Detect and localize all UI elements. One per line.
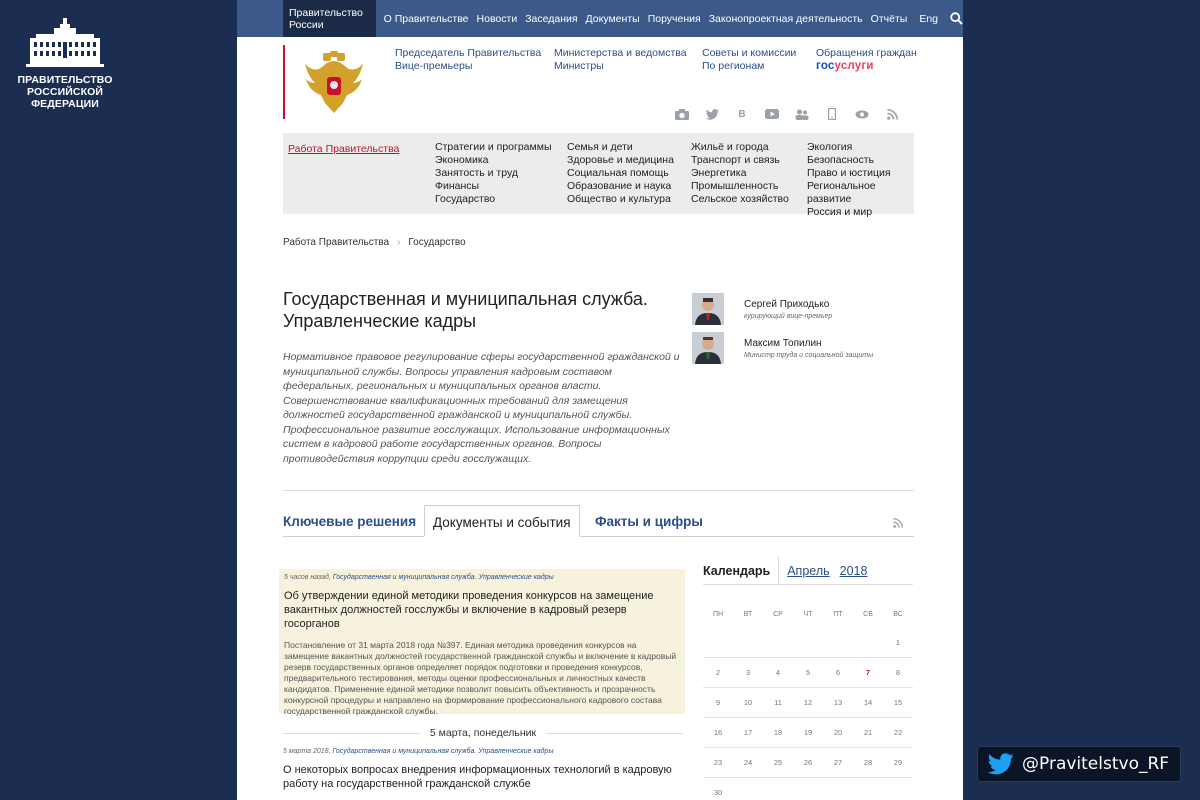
- calendar-day[interactable]: 8: [895, 668, 901, 677]
- calendar-day[interactable]: 10: [743, 698, 753, 707]
- calendar-day[interactable]: 21: [863, 728, 873, 737]
- menu-item[interactable]: Занятость и труд: [435, 167, 518, 179]
- calendar-day[interactable]: 19: [803, 728, 813, 737]
- calendar-day[interactable]: 9: [715, 698, 721, 707]
- logo-line: ФЕДЕРАЦИИ: [31, 98, 99, 110]
- header-link[interactable]: Обращения граждан: [816, 47, 917, 59]
- menu-column: [807, 141, 914, 219]
- nav-item-legislation[interactable]: Законопроектная деятельность: [708, 12, 863, 25]
- header-link[interactable]: Председатель Правительства: [395, 47, 542, 59]
- tab-facts-figures[interactable]: Факты и цифры: [595, 514, 703, 529]
- calendar-day[interactable]: 23: [713, 758, 723, 767]
- breadcrumb: [283, 237, 466, 248]
- calendar-day[interactable]: 14: [863, 698, 873, 707]
- tab-key-decisions[interactable]: Ключевые решения: [283, 514, 417, 529]
- calendar-day[interactable]: 28: [863, 758, 873, 767]
- white-house-icon: [26, 16, 104, 68]
- nav-item-documents[interactable]: Документы: [585, 12, 640, 25]
- menu-item[interactable]: Энергетика: [691, 167, 747, 179]
- news-body: Постановление от 31 марта 2018 года №397. Единая методика проведения конкурсов на замещение вакантных должностей государственной гражданской службы и включение в кадровый резерв государственных органов определяет порядок подготовки и проведения конкурсов, предварительного тестирования, методы оценки профессиональных и личностных качеств кандидатов. Применение единой методики позволит повысить объективность и прозрачность конкурсной процедуры и направлено на формирование профессионального кадрового состава государственной гражданской службы.: [284, 640, 677, 716]
- calendar-day[interactable]: 4: [775, 668, 781, 677]
- menu-item[interactable]: Экология: [807, 141, 853, 153]
- page-description: Нормативное правовое регулирование сферы государственной гражданской и муниципальной службы. Вопросы управления кадровым составом федеральных, региональных и муниципальных органов власти. Совершенствование квалификационных требований для замещения должностей государственной гражданской и муниципальной службы. Профессиональное развитие госслужащих. Использование информационных систем в кадровой работе государственных органов. Вопросы противодействия коррупции среди госслужащих.: [283, 351, 680, 465]
- topics-menu: [283, 133, 914, 218]
- calendar-day[interactable]: 27: [833, 758, 843, 767]
- gosuslugi-logo[interactable]: госуслуги: [816, 60, 874, 72]
- calendar-day[interactable]: 17: [743, 728, 753, 737]
- menu-main-link[interactable]: Работа Правительства: [288, 143, 400, 155]
- person-card[interactable]: [692, 293, 832, 325]
- nav-item-meetings[interactable]: Заседания: [525, 12, 578, 25]
- calendar-week: [703, 748, 913, 778]
- calendar-day[interactable]: 6: [835, 668, 841, 677]
- logo-line: РОССИЙСКОЙ: [27, 86, 103, 98]
- calendar-day[interactable]: 29: [893, 758, 903, 767]
- news-meta: 5 часов назад, Государственная и муниципальная служба. Управленческие кадры: [284, 574, 554, 581]
- calendar-day[interactable]: 20: [833, 728, 843, 737]
- header-column-citizens: [816, 47, 917, 73]
- calendar-day[interactable]: 16: [713, 728, 723, 737]
- calendar-year-select[interactable]: 2018: [839, 563, 868, 578]
- site-page: [237, 0, 963, 800]
- menu-column: [435, 141, 552, 206]
- news-meta: 5 марта 2018, Государственная и муниципальная служба. Управленческие кадры: [283, 748, 554, 755]
- calendar-header: [703, 557, 913, 585]
- menu-item[interactable]: Транспорт и связь: [691, 154, 780, 166]
- calendar-week: [703, 688, 913, 718]
- news-category-link[interactable]: Государственная и муниципальная служба. Управленческие кадры: [332, 574, 554, 581]
- header-column-ministries: [554, 47, 687, 73]
- page-title: Государственная и муниципальная служба. Управленческие кадры: [283, 289, 648, 331]
- calendar-day[interactable]: 22: [893, 728, 903, 737]
- menu-item[interactable]: Россия и мир: [807, 206, 873, 218]
- rss-icon[interactable]: [893, 505, 903, 537]
- twitter-badge[interactable]: [977, 746, 1181, 782]
- calendar-day[interactable]: 3: [745, 668, 751, 677]
- person-role: курирующий вице-премьер: [744, 313, 833, 320]
- header-column-leaders: [395, 47, 541, 73]
- menu-item[interactable]: Жильё и города: [691, 141, 769, 153]
- calendar-day[interactable]: 18: [773, 728, 783, 737]
- calendar-day[interactable]: 26: [803, 758, 813, 767]
- menu-item[interactable]: Здоровье и медицина: [567, 154, 674, 166]
- nav-item-news[interactable]: Новости: [476, 12, 518, 25]
- person-name: Максим Топилин: [744, 338, 822, 349]
- twitter-bird-icon: [988, 753, 1014, 775]
- vk-icon[interactable]: В: [738, 108, 746, 120]
- nav-item-about[interactable]: О Правительстве: [383, 12, 469, 25]
- news-title[interactable]: О некоторых вопросах внедрения информационных технологий в кадровую работу на государственной гражданской службе: [283, 764, 672, 790]
- header-link[interactable]: По регионам: [702, 60, 765, 72]
- breadcrumb-item[interactable]: Государство: [408, 237, 466, 248]
- person-role: Министр труда и социальной защиты: [744, 352, 874, 359]
- eye-icon[interactable]: [855, 107, 869, 121]
- social-links: [675, 107, 899, 121]
- site-header: [237, 37, 963, 133]
- calendar-month-select[interactable]: Апрель: [787, 563, 830, 578]
- calendar-week: [703, 658, 913, 688]
- coat-of-arms-icon[interactable]: [303, 51, 365, 122]
- menu-item[interactable]: Социальная помощь: [567, 167, 669, 179]
- header-link[interactable]: Вице-премьеры: [395, 60, 473, 72]
- calendar-week: [703, 628, 913, 658]
- calendar-label: Календарь: [703, 563, 771, 578]
- nav-item-reports[interactable]: Отчёты: [870, 12, 908, 25]
- calendar-day[interactable]: 12: [803, 698, 813, 707]
- menu-item[interactable]: Государство: [435, 193, 496, 205]
- calendar-grid: [703, 600, 913, 800]
- menu-item[interactable]: Право и юстиция: [807, 167, 891, 179]
- menu-item[interactable]: Семья и дети: [567, 141, 633, 153]
- camera-icon[interactable]: [675, 107, 689, 121]
- calendar-day[interactable]: 30: [713, 788, 723, 797]
- nav-item-english[interactable]: Eng: [919, 12, 938, 25]
- person-card[interactable]: [692, 332, 873, 364]
- calendar-day[interactable]: 15: [893, 698, 903, 707]
- menu-item[interactable]: Общество и культура: [567, 193, 671, 205]
- news-title[interactable]: Об утверждении единой методики проведения конкурсов на замещение вакантных должностей госслужбы и включение в кадровый резерв госорганов: [284, 590, 654, 630]
- menu-item[interactable]: Региональное развитие: [807, 180, 876, 205]
- nav-home-link[interactable]: Правительство России: [283, 0, 376, 37]
- menu-column: [567, 141, 674, 206]
- menu-column: [691, 141, 789, 206]
- rss-icon[interactable]: [885, 107, 899, 121]
- news-item[interactable]: [283, 748, 683, 791]
- calendar-day[interactable]: 13: [833, 698, 843, 707]
- calendar-day[interactable]: 25: [773, 758, 783, 767]
- content-tabs: [283, 505, 914, 537]
- youtube-icon[interactable]: [765, 107, 779, 121]
- person-name: Сергей Приходько: [744, 299, 830, 310]
- header-link[interactable]: Советы и комиссии: [702, 47, 797, 59]
- users-icon[interactable]: [795, 107, 809, 121]
- divider: [283, 490, 914, 491]
- menu-item[interactable]: Финансы: [435, 180, 480, 192]
- government-logo[interactable]: [14, 16, 116, 110]
- menu-item[interactable]: Промышленность: [691, 180, 779, 192]
- calendar-week: [703, 718, 913, 748]
- mobile-icon[interactable]: [825, 107, 839, 121]
- breadcrumb-item[interactable]: Работа Правительства: [283, 237, 390, 248]
- avatar: [692, 332, 724, 364]
- menu-item[interactable]: Стратегии и программы: [435, 141, 552, 153]
- avatar: [692, 293, 724, 325]
- calendar-day-today[interactable]: 7: [865, 668, 871, 677]
- breadcrumb-separator-icon: ›: [397, 237, 401, 248]
- header-link[interactable]: Министерства и ведомства: [554, 47, 687, 59]
- twitter-handle: @Pravitelstvo_RF: [1022, 754, 1170, 774]
- calendar-day[interactable]: 2: [715, 668, 721, 677]
- nav-item-instructions[interactable]: Поручения: [647, 12, 701, 25]
- calendar-day[interactable]: 11: [774, 698, 782, 707]
- header-link[interactable]: Министры: [554, 60, 604, 72]
- top-navigation: [237, 0, 963, 37]
- header-accent-bar: [283, 45, 285, 119]
- header-column-councils: [702, 47, 796, 73]
- calendar-day[interactable]: 5: [805, 668, 811, 677]
- search-icon[interactable]: [950, 12, 963, 25]
- menu-item[interactable]: Экономика: [435, 154, 489, 166]
- tab-documents-events[interactable]: Документы и события: [424, 505, 580, 537]
- day-separator: 5 марта, понедельник: [283, 727, 683, 739]
- menu-item[interactable]: Образование и наука: [567, 180, 672, 192]
- logo-line: ПРАВИТЕЛЬСТВО: [17, 74, 113, 86]
- calendar-day[interactable]: 1: [895, 638, 901, 647]
- menu-item[interactable]: Безопасность: [807, 154, 874, 166]
- menu-item[interactable]: Сельское хозяйство: [691, 193, 789, 205]
- calendar-day[interactable]: 24: [743, 758, 753, 767]
- calendar-weekdays: ПН ВТ СР ЧТ ПТ СБ ВС: [712, 610, 903, 618]
- news-item-highlighted[interactable]: [279, 569, 685, 714]
- calendar-week: [703, 778, 913, 800]
- news-category-link[interactable]: Государственная и муниципальная служба. Управленческие кадры: [332, 748, 554, 755]
- twitter-icon[interactable]: [705, 107, 719, 121]
